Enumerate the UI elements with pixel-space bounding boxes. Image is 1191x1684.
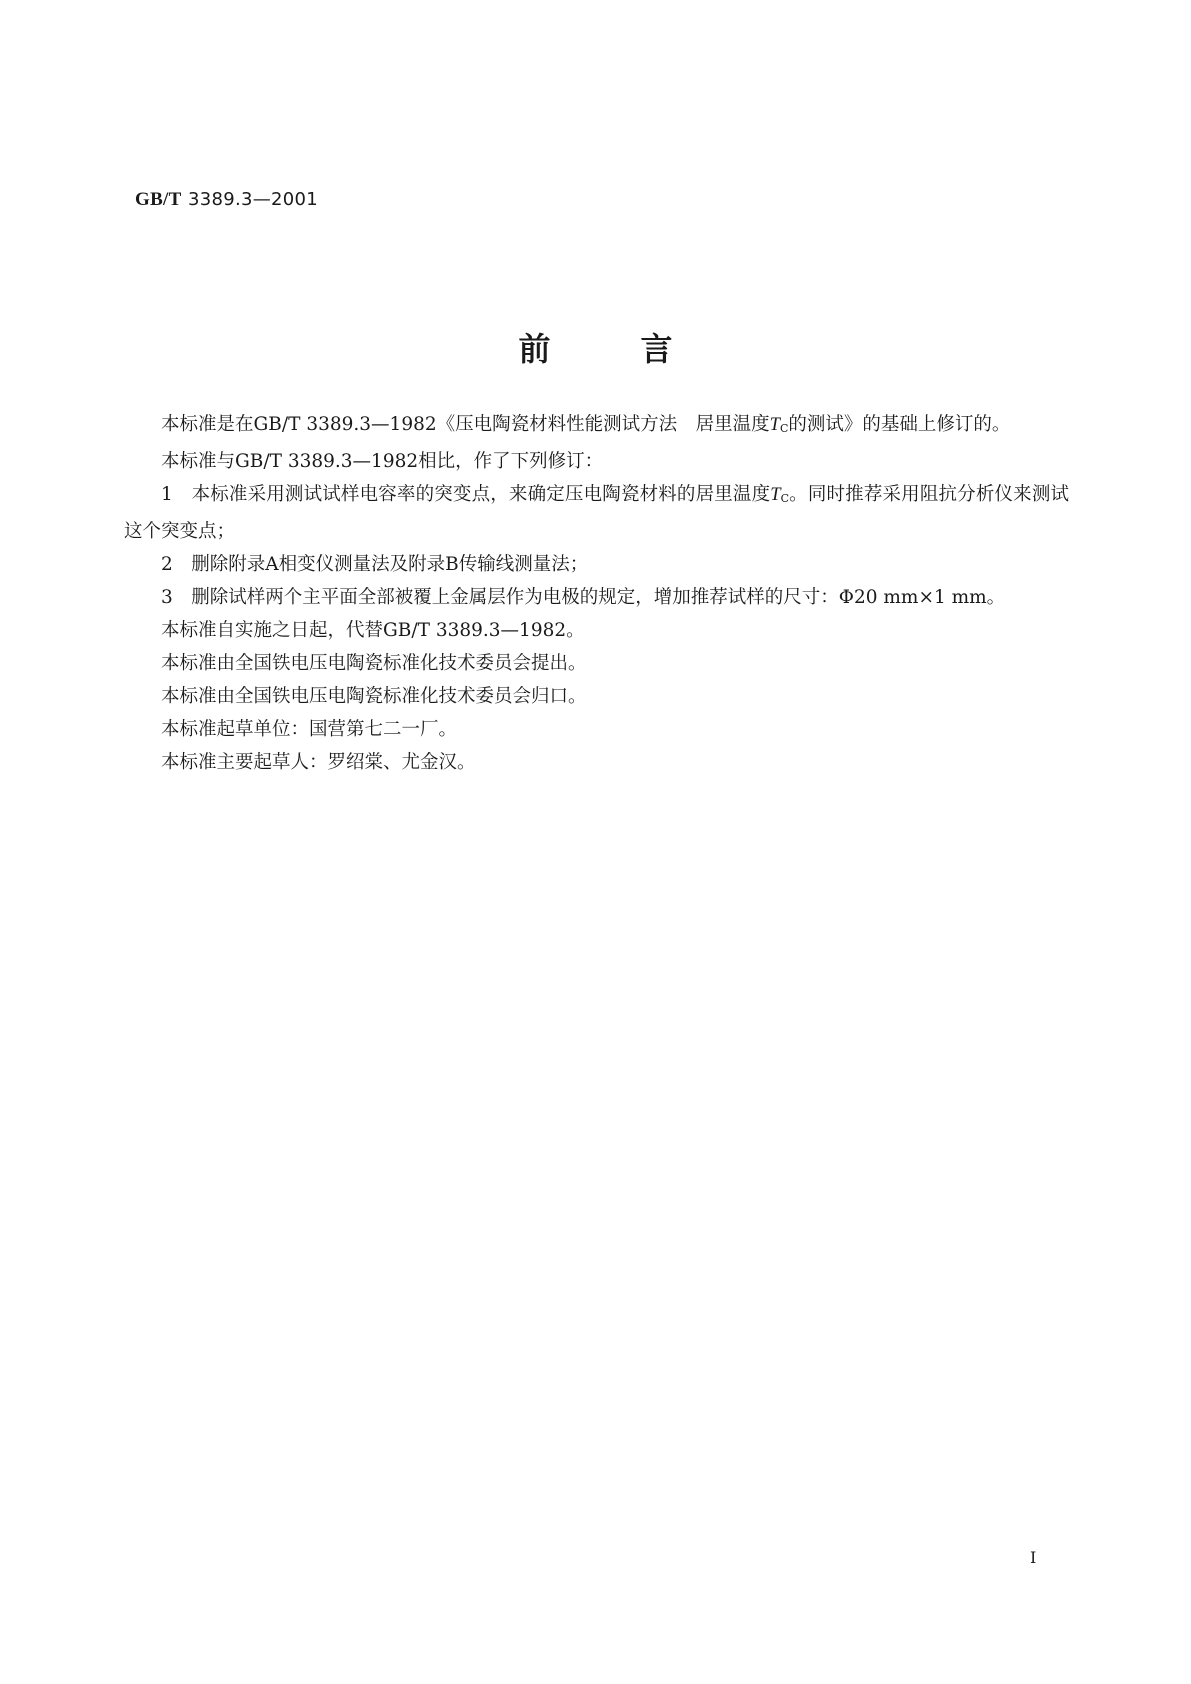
paragraph-3 (124, 478, 1069, 548)
paragraph-1-pre: 本标准是在GB/T 3389.3—1982《压电陶瓷材料性能测试方法 居里温度 (161, 414, 770, 435)
paragraph-5: 3 删除试样两个主平面全部被覆上金属层作为电极的规定，增加推荐试样的尺寸：Φ20 mm×1 mm。 (161, 587, 1006, 608)
page-number: I (1030, 1548, 1037, 1567)
standard-prefix: GB/T (135, 189, 182, 210)
page-title: 前言 (518, 330, 763, 368)
paragraph-7: 本标准由全国铁电压电陶瓷标准化技术委员会提出。 (161, 653, 587, 674)
paragraph-3-pre: 1 本标准采用测试试样电容率的突变点，来确定压电陶瓷材料的居里温度 (161, 484, 771, 505)
preface-body (124, 408, 1069, 779)
paragraph-8: 本标准由全国铁电压电陶瓷标准化技术委员会归口。 (161, 686, 587, 707)
standard-code (135, 188, 318, 211)
paragraph-2: 本标准与GB/T 3389.3—1982相比，作了下列修订： (161, 451, 604, 472)
standard-number: 3389.3—2001 (187, 189, 319, 210)
curie-temperature-symbol: $T_C$ (770, 485, 789, 505)
paragraph-9: 本标准起草单位：国营第七二一厂。 (161, 719, 458, 740)
paragraph-10: 本标准主要起草人：罗绍棠、尤金汉。 (161, 752, 476, 773)
paragraph-4: 2 删除附录A相变仪测量法及附录B传输线测量法； (161, 554, 589, 575)
paragraph-1-post: 的测试》的基础上修订的。 (788, 414, 1011, 435)
paragraph-1 (124, 408, 1069, 445)
curie-temperature-symbol: $T_C$ (769, 415, 789, 435)
paragraph-6: 本标准自实施之日起，代替GB/T 3389.3—1982。 (161, 620, 585, 641)
paragraph-3-post: 。同时推荐采用阻抗分析仪来测试这个突变点； (124, 484, 1069, 542)
